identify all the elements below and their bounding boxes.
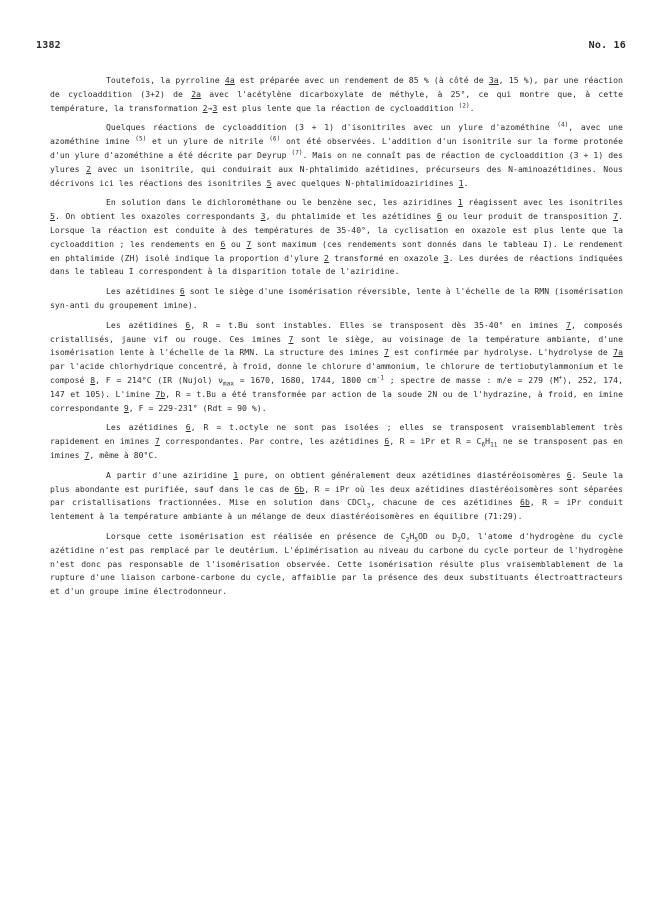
text-run: sont le siège, au voisinage de la température ambiante, d'une isomérisation lente à l'échelle de la RMN. La structure des imines [50, 333, 624, 358]
compound-ref: 6b [294, 483, 305, 494]
text-run: avec quelques N-phtalimidoaziridines [271, 177, 459, 188]
text-run: , même à 80°C. [89, 449, 159, 460]
compound-ref: 3 [260, 211, 266, 222]
compound-ref: 5 [50, 211, 55, 222]
compound-ref: 3 [212, 102, 218, 113]
text-run: ne se transposent pas en imines [50, 436, 623, 460]
page-header [36, 40, 626, 51]
text-sub: 6 [481, 441, 486, 449]
compound-ref: 3 [443, 252, 449, 263]
text-run: , R = iPr et R = C [389, 436, 482, 447]
text-run: ), 252, 174, 147 et 105). L'imine [50, 374, 623, 399]
text-sub: 3 [366, 502, 371, 510]
text-run: et un ylure de nitrile [146, 136, 270, 147]
text-run: , R = t.octyle ne sont pas isolées ; elles se transposent vraisemblablement très rapidement en imines [50, 422, 624, 447]
compound-ref: 9 [123, 402, 129, 413]
compound-ref: 7 [84, 449, 90, 460]
compound-ref: 7b [155, 388, 166, 399]
text-run: , R = t.Bu sont instables. Elles se transposent dès 35-40° en imines [190, 319, 567, 330]
page-number: 1382 [36, 40, 61, 51]
text-run: , F = 214°C (IR (Nujol) ν [95, 374, 224, 385]
text-run: Toutefois, la pyrroline [106, 75, 225, 85]
text-run: est confirmée par hydrolyse. L'hydrolyse de [388, 347, 614, 358]
text-run: = 1670, 1680, 1744, 1800 cm [234, 374, 377, 385]
compound-ref: 7 [246, 238, 252, 249]
text-sup: (5) [135, 135, 147, 143]
text-run: , du phtalimide et les azétidines [265, 211, 437, 222]
text-run: A partir d'une aziridine [106, 469, 234, 480]
text-sup: (2) [458, 101, 470, 109]
compound-ref: 5 [266, 177, 272, 188]
text-run: réagissent avec les isonitriles [462, 197, 623, 208]
paragraph [50, 285, 623, 313]
text-run: , R = iPr où les deux azétidines diastéréoisomères sont séparées par cristallisations fractionnées. Mise en solution dans CDCl [50, 483, 623, 508]
text-run: En solution dans le dichlorométhane ou le benzène sec, les aziridines [106, 197, 458, 208]
text-run: . On obtient les oxazoles correspondants [54, 211, 261, 222]
text-sub: 11 [490, 441, 498, 449]
compound-ref: 2 [323, 252, 329, 263]
text-run: , 15 %), par une réaction de cycloaddition (3+2) de [50, 75, 623, 99]
compound-ref: 3a [488, 75, 499, 85]
text-sup: (4) [557, 121, 569, 129]
text-sup: (6) [269, 135, 281, 143]
text-run: ont été observées. L'addition d'un isonitrile sur la forme protonée d'un ylure d'azométhine a été décrite par Deyrup [50, 136, 623, 160]
paragraph [50, 421, 623, 462]
text-run: pure, on obtient généralement deux azétidines diastéréoisomères [238, 469, 567, 480]
text-sup: -1 [376, 374, 385, 382]
compound-ref: 7 [154, 436, 160, 447]
text-run: , composés cristallisés, jaune vif ou rouge. Ces imines [50, 319, 623, 344]
text-run: . Lorsque la réaction est conduite à des températures de 35-40°, la cyclisation en oxazole est plus lente que la cycloaddition ; les rendements en [50, 211, 623, 249]
text-run: H [409, 530, 415, 541]
text-run: avec un isonitrile, qui conduirait aux N-phtalimido azétidines, précurseurs des N-aminoazétidines. Nous décrivons ici les réactions des isonitriles [50, 163, 623, 188]
compound-ref: 7 [613, 211, 619, 222]
text-run: est préparée avec un rendement de 85 % (à côté de [234, 75, 489, 85]
compound-ref: 6 [566, 469, 572, 480]
compound-ref: 2 [202, 102, 208, 113]
text-run: sont maximum (ces rendements sont donnés dans le tableau I). Le rendement en phtalimide (ZH) isolé indique la proportion d'ylure [50, 238, 623, 263]
article-body [50, 74, 623, 605]
text-run: sont le siège d'une isomérisation réversible, lente à l'échelle de la RMN (isomérisation syn-anti du groupement imine). [50, 286, 623, 310]
text-run: . [469, 102, 475, 113]
text-run: H [485, 436, 491, 447]
text-run: Lorsque cette isomérisation est réalisée en présence de C [106, 530, 406, 541]
text-run: . Mais on ne connaît pas de réaction de cycloaddition (3 + 1) des ylures [50, 149, 623, 174]
text-sup: + [558, 374, 563, 382]
text-run: . Les durées de réactions indiquées dans le tableau I correspondent à la disparition totale de l'aziridine. [50, 252, 623, 277]
text-run: Les azétidines [106, 422, 186, 433]
compound-ref: 7a [613, 347, 623, 358]
text-run: correspondantes. Par contre, les azétidines [159, 436, 385, 447]
text-sub: 2 [457, 536, 461, 544]
text-run: Quelques réactions de cycloaddition (3 + 1) d'isonitriles avec un ylure d'azométhine [106, 122, 558, 133]
text-sup: (7) [291, 149, 303, 157]
text-run: transformé en oxazole [328, 252, 444, 263]
compound-ref: 2 [86, 163, 92, 174]
compound-ref: 6 [179, 286, 185, 297]
text-sub: 5 [414, 536, 418, 544]
text-run: Les azétidines [106, 286, 180, 297]
compound-ref: 8 [90, 374, 96, 385]
paragraph [50, 319, 623, 416]
compound-ref: 6 [384, 436, 390, 447]
compound-ref: 7 [566, 319, 571, 330]
compound-ref: 7 [288, 333, 294, 344]
paragraph [50, 469, 623, 524]
paragraph [50, 74, 623, 115]
compound-ref: 4a [224, 75, 235, 85]
compound-ref: 1 [457, 197, 463, 208]
text-run: Les azétidines [106, 319, 186, 330]
text-run: avec l'acétylène dicarboxylate de méthyle, à 25°, ce qui montre que, à cette température, la transformation [50, 88, 624, 113]
text-run: , R = t.Bu a été transformée par action de la soude 2N ou de l'hydrazine, à froid, en imine correspondante [50, 388, 623, 413]
compound-ref: 1 [458, 177, 464, 188]
compound-ref: 7 [384, 347, 389, 358]
text-run: par l'acide chlorhydrique concentré, à froid, donne le chlorure d'ammonium, le chlorure de tertiobutylammonium et le composé [50, 361, 623, 385]
compound-ref: 6 [220, 238, 226, 249]
text-run: ou leur produit de transposition [441, 211, 614, 222]
paragraph [50, 530, 623, 599]
text-run: ou [225, 238, 247, 249]
text-run: → [207, 102, 213, 113]
text-run: , chacune de ces azétidines [370, 497, 521, 508]
text-sub: max [223, 380, 235, 388]
compound-ref: 6 [185, 422, 191, 433]
paragraph [50, 196, 623, 279]
compound-ref: 6 [436, 211, 442, 222]
issue-number: No. 16 [588, 40, 626, 51]
text-run: est plus lente que la réaction de cycloaddition [217, 102, 459, 113]
text-run: . [463, 177, 469, 188]
paragraph [50, 121, 623, 190]
compound-ref: 6 [185, 319, 191, 330]
text-run: , F = 229-231° (Rdt = 90 %). [128, 402, 267, 413]
compound-ref: 6b [520, 497, 530, 508]
compound-ref: 2a [191, 88, 202, 99]
text-run: , R = iPr conduit lentement à la température ambiante à un mélange de deux diastéréoisomères en équilibre (71:29). [50, 497, 624, 522]
text-run: ; spectre de masse : m/e = 279 (M [384, 374, 559, 385]
text-sub: 2 [405, 536, 410, 544]
compound-ref: 1 [233, 469, 239, 480]
text-run: O, l'atome d'hydrogène du cycle azétidine n'est pas remplacé par le deutérium. L'épimérisation au niveau du carbone du cycle porteur de l'hydrogène n'est donc pas responsable de l'isomérisation observée. Cette isomérisation résulte plus vraisemblablement de la rupture d'une liaison carbone-carbone du cycle, affaiblie par la présence des deux substituants électroattracteurs et d'un groupe imine électrodonneur. [50, 530, 623, 597]
text-run: , avec une azométhine imine [50, 122, 623, 147]
text-run: OD ou D [417, 530, 458, 541]
text-run: . Seule la plus abondante est purifiée, sauf dans le cas de [50, 469, 624, 494]
